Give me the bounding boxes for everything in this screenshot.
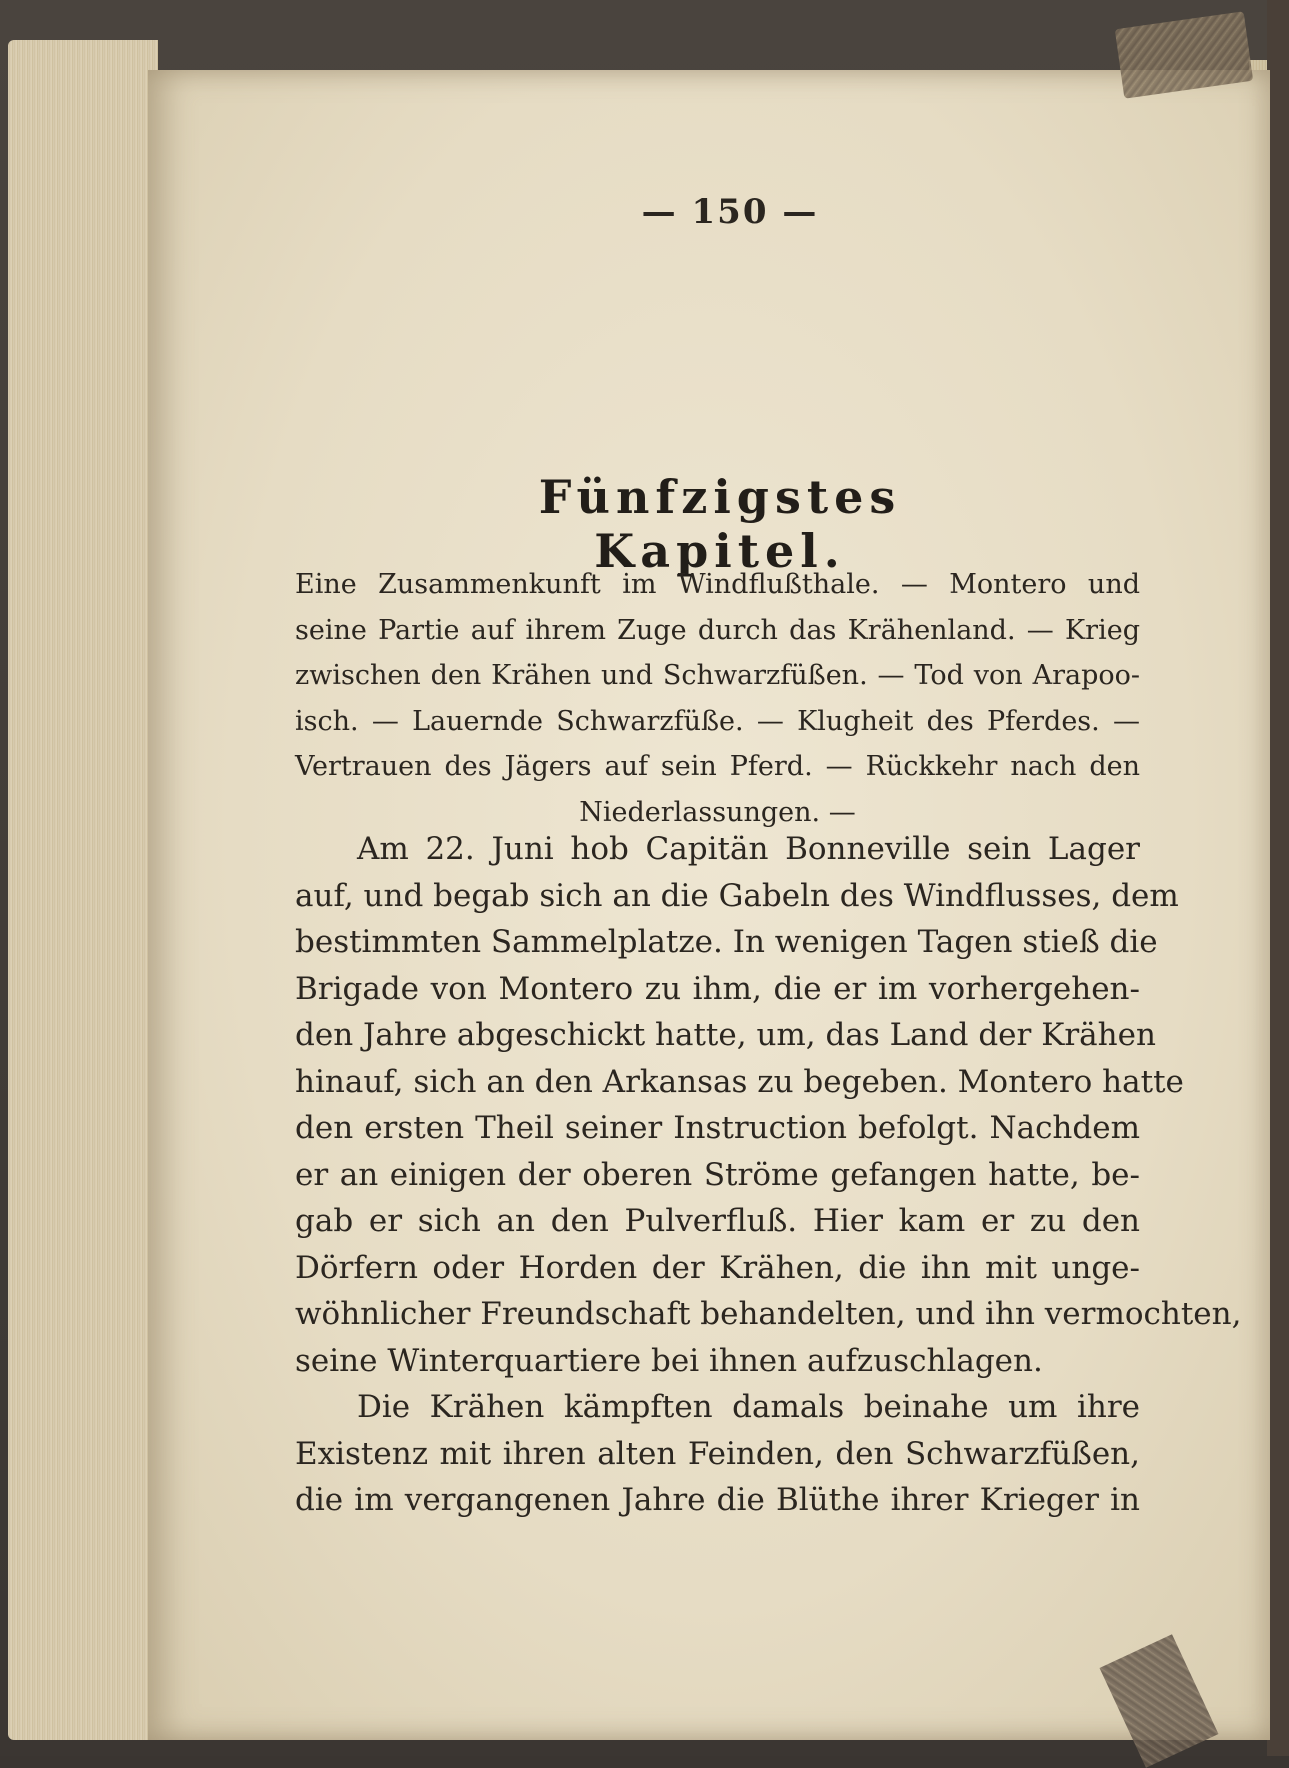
paragraph-line: gab er sich an den Pulverfluß. Hier kam er zu den [295, 1203, 1140, 1239]
paragraph-line: Existenz mit ihren alten Feinden, den Schwarzfüßen, [295, 1435, 1140, 1472]
paragraph-line: Dörfern oder Horden der Krähen, die ihn mit unge- [295, 1249, 1140, 1286]
paragraph-line: den ersten Theil seiner Instruction befolgt. Nachdem [295, 1110, 1140, 1146]
summary-line: Vertrauen des Jägers auf sein Pferd. — Rückkehr nach den [295, 751, 1140, 782]
chapter-summary [295, 562, 1140, 835]
paragraph-line: Brigade von Montero zu ihm, die er im vorhergehen- [295, 970, 1140, 1007]
paragraph-line: hinauf, sich an den Arkansas zu begeben. Montero hatte [295, 1063, 1184, 1100]
paragraph-line: Die Krähen kämpften damals beinahe um ihre [357, 1389, 1140, 1425]
paragraph-line: seine Winterquartiere bei ihnen aufzuschlagen. [295, 1342, 1043, 1379]
summary-line: seine Partie auf ihrem Zuge durch das Krähenland. — Krieg [295, 614, 1140, 646]
paragraph-line: den Jahre abgeschickt hatte, um, das Land der Krähen [295, 1017, 1156, 1053]
summary-line: Niederlassungen. — [579, 796, 856, 828]
summary-line: Eine Zusammenkunft im Windflußthale. — Montero und [295, 569, 1140, 600]
body-text [295, 826, 1242, 1524]
page-stack-left [8, 40, 158, 1740]
paragraph-line: Am 22. Juni hob Capitän Bonneville sein Lager [357, 831, 1140, 867]
paragraph-line: auf, und begab sich an die Gabeln des Windflusses, dem [295, 877, 1179, 914]
page-number: — 150 — [641, 192, 819, 232]
chapter-title: Fünfzigstes Kapitel. [538, 470, 902, 578]
book-cover-edge [1267, 0, 1289, 1756]
paragraph-line: wöhnlicher Freundschaft behandelten, und ihn vermochten, [295, 1296, 1242, 1332]
paragraph-line: er an einigen der oberen Ströme gefangen hatte, be- [295, 1156, 1140, 1193]
paragraph-line: die im vergangenen Jahre die Blüthe ihrer Krieger in [295, 1482, 1140, 1518]
paragraph-line: bestimmten Sammelplatze. In wenigen Tagen stieß die [295, 924, 1158, 960]
summary-line: isch. — Lauernde Schwarzfüße. — Klugheit des Pferdes. — [295, 705, 1140, 737]
summary-line: zwischen den Krähen und Schwarzfüßen. — Tod von Arapoo- [295, 660, 1140, 691]
